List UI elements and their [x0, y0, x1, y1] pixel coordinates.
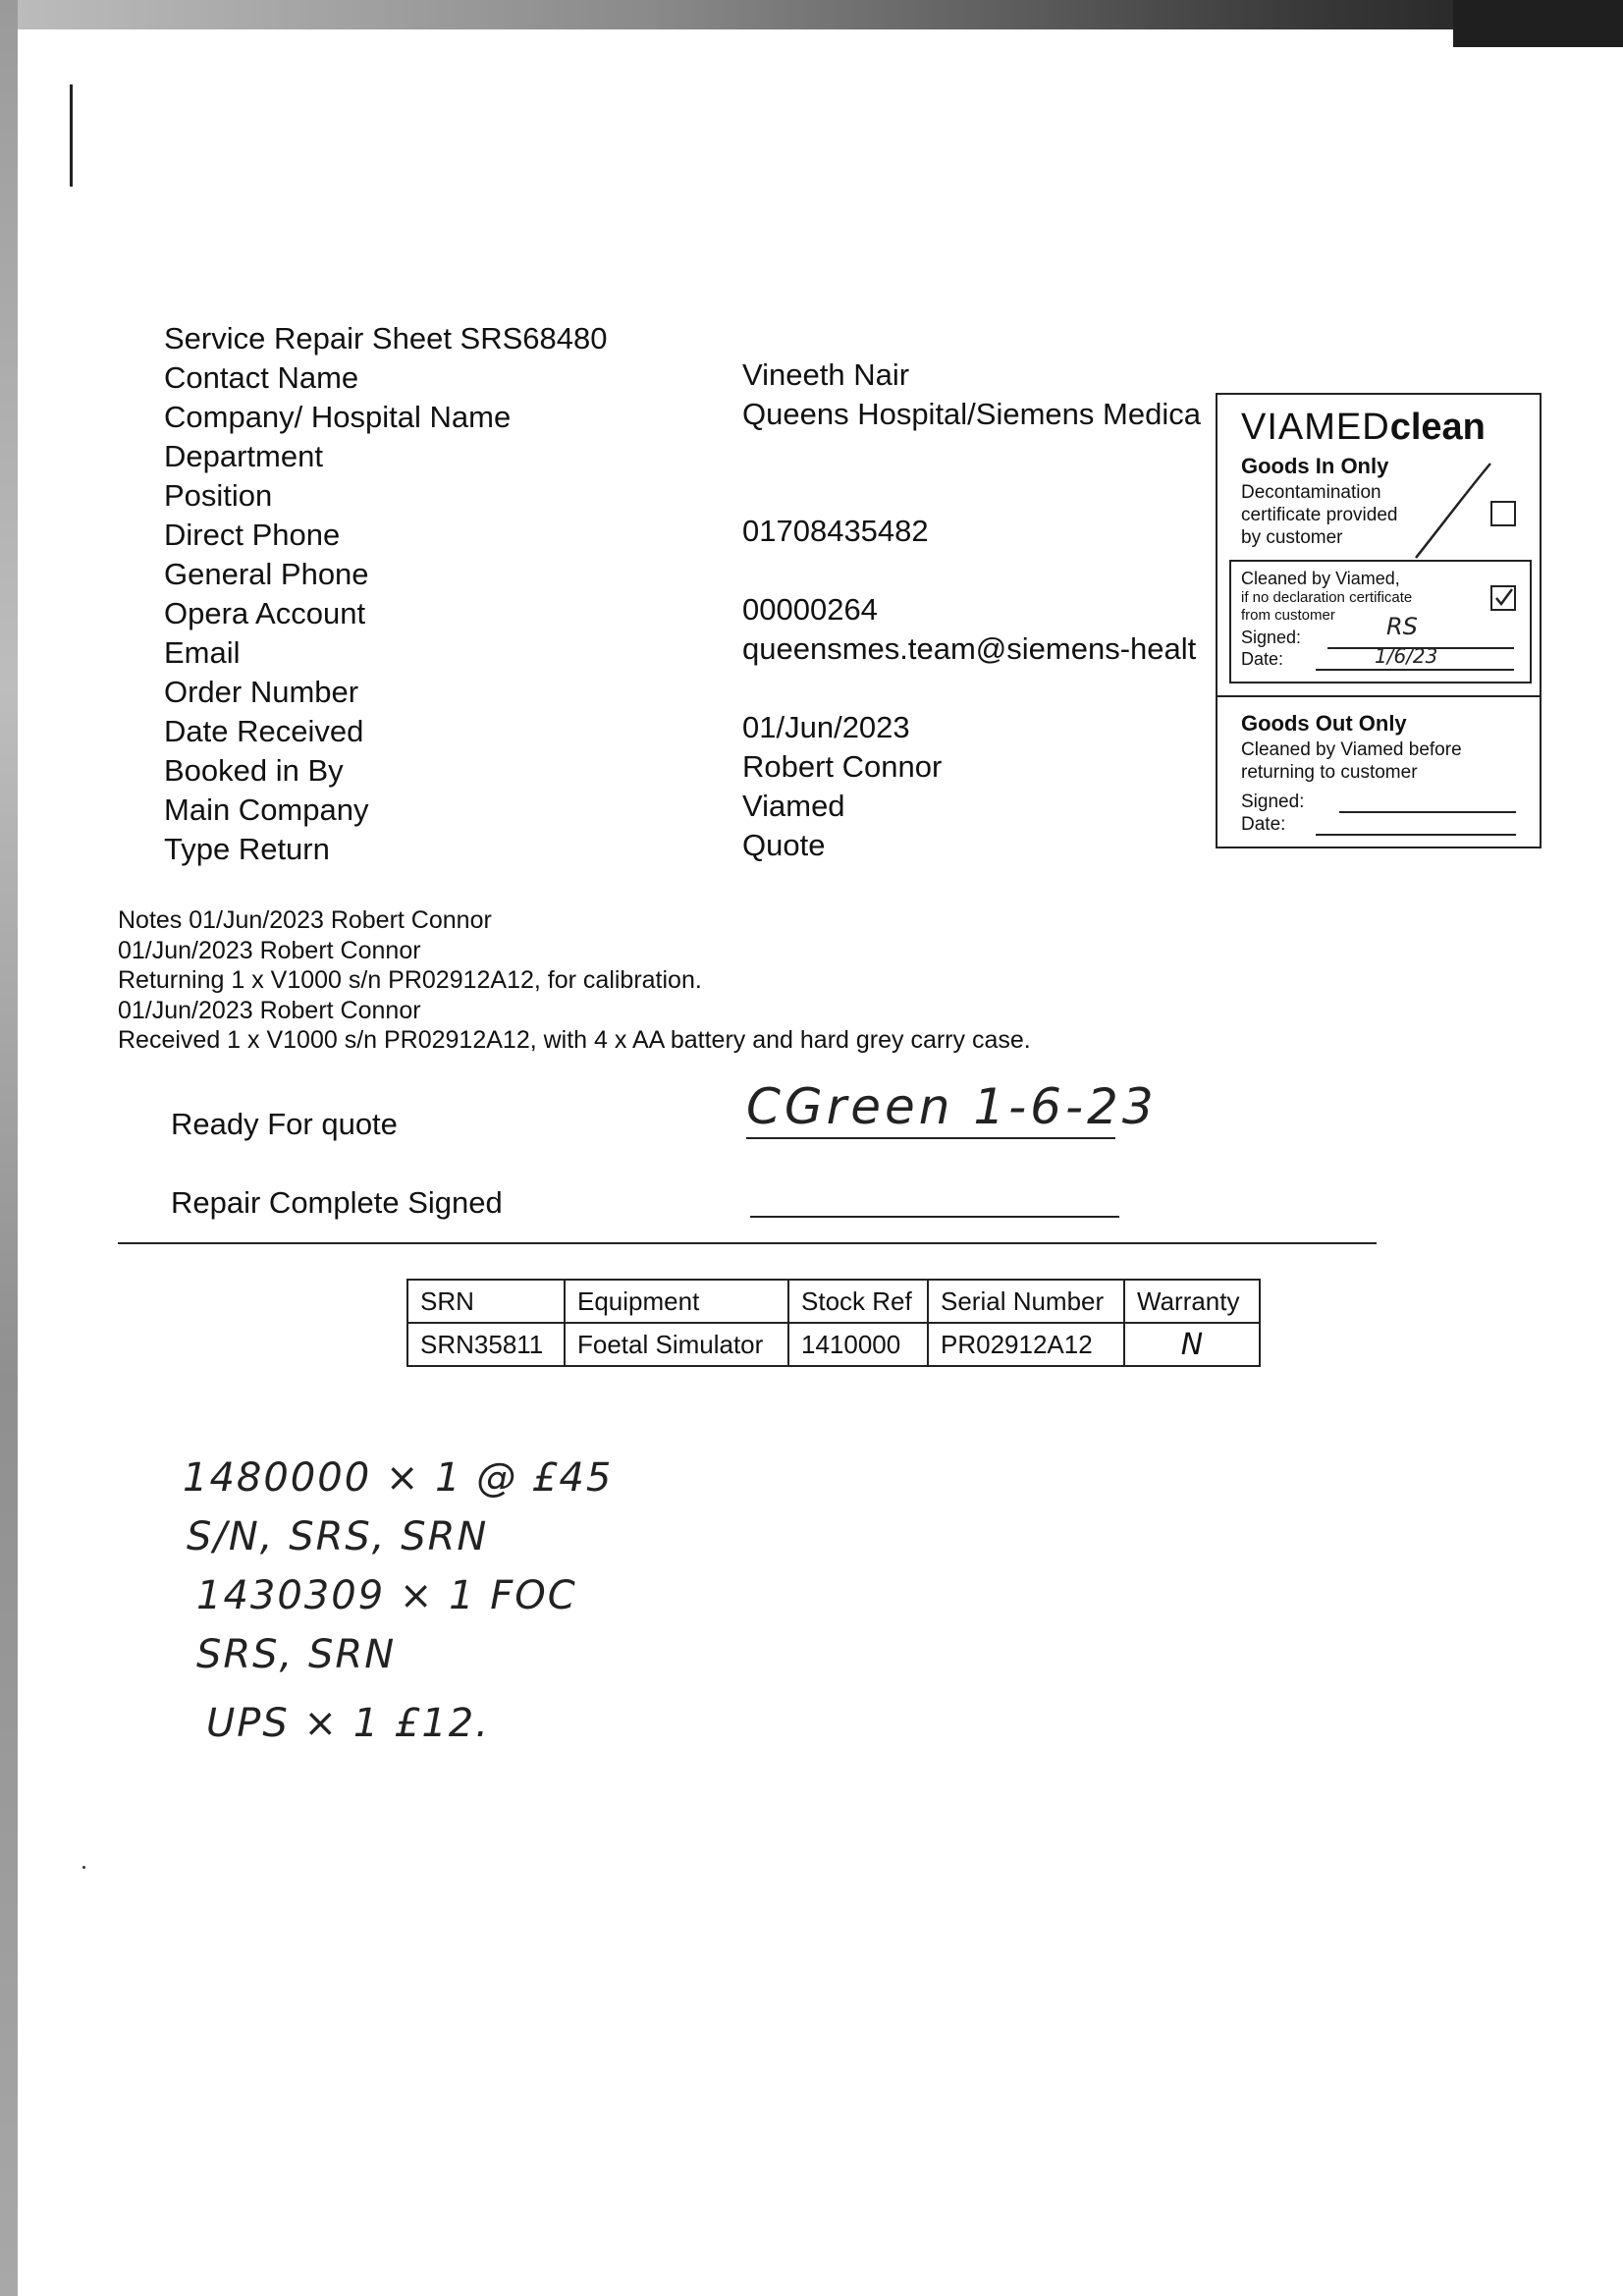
cleaned-date-line — [1316, 669, 1514, 671]
field-label-email: Email — [164, 635, 241, 670]
ready-for-quote-signature: CGreen 1-6-23 — [746, 1078, 1158, 1135]
field-label-general-phone: General Phone — [164, 557, 369, 591]
handwritten-line-1: 1480000 × 1 @ £45 — [183, 1455, 614, 1501]
cleaned-checkbox — [1490, 585, 1516, 611]
table-cell-equipment: Foetal Simulator — [565, 1323, 788, 1366]
viamed-clean-stamp — [1216, 393, 1542, 848]
goods-in-line-1: Decontamination — [1241, 482, 1381, 503]
cleaned-small-line-2: from customer — [1241, 607, 1335, 624]
scan-mark — [70, 84, 73, 187]
note-line-3: Returning 1 x V1000 s/n PR02912A12, for calibration. — [118, 966, 702, 994]
table-header-stock-ref: Stock Ref — [788, 1280, 928, 1323]
stamp-brand — [1241, 405, 1486, 450]
goods-out-signed-label: Signed: — [1241, 792, 1305, 812]
goods-out-line-1: Cleaned by Viamed before — [1241, 739, 1462, 760]
handwritten-line-3: 1430309 × 1 FOC — [196, 1573, 577, 1618]
field-label-opera-account: Opera Account — [164, 596, 366, 630]
goods-out-signed-line — [1339, 811, 1516, 813]
handwritten-notes — [183, 1449, 613, 1753]
cleaned-date-label: Date: — [1241, 649, 1284, 669]
field-value-direct-phone: 01708435482 — [742, 514, 929, 548]
handwritten-line-2: S/N, SRS, SRN — [187, 1514, 489, 1559]
stamp-divider — [1217, 695, 1542, 697]
cleaned-title: Cleaned by Viamed, — [1241, 569, 1400, 588]
field-value-company: Queens Hospital/Siemens Medica — [742, 397, 1201, 431]
table-cell-warranty: N — [1124, 1323, 1260, 1366]
note-line-4: 01/Jun/2023 Robert Connor — [118, 997, 421, 1024]
field-value-type-return: Quote — [742, 828, 826, 862]
field-label-booked-in-by: Booked in By — [164, 753, 344, 788]
note-line-1: Notes 01/Jun/2023 Robert Connor — [118, 906, 492, 934]
field-label-date-received: Date Received — [164, 714, 364, 748]
handwritten-line-5: UPS × 1 £12. — [206, 1701, 490, 1746]
repair-complete-label: Repair Complete Signed — [171, 1185, 503, 1220]
repair-complete-signature-line — [750, 1216, 1119, 1218]
field-value-main-company: Viamed — [742, 789, 845, 823]
goods-out-date-line — [1316, 834, 1516, 836]
field-label-type-return: Type Return — [164, 832, 330, 866]
table-header-srn: SRN — [407, 1280, 565, 1323]
cleaned-small-line-1: if no declaration certificate — [1241, 589, 1413, 606]
field-label-order-number: Order Number — [164, 675, 359, 709]
field-value-email: queensmes.team@siemens-healt — [742, 631, 1197, 666]
field-label-company: Company/ Hospital Name — [164, 400, 512, 434]
table-cell-stock-ref: 1410000 — [788, 1323, 928, 1366]
goods-in-title: Goods In Only — [1241, 454, 1389, 478]
goods-in-pen-stroke — [1410, 460, 1494, 562]
field-value-opera-account: 00000264 — [742, 592, 878, 627]
note-line-2: 01/Jun/2023 Robert Connor — [118, 937, 421, 964]
check-mark-icon — [1492, 587, 1514, 609]
field-label-main-company: Main Company — [164, 793, 369, 827]
table-header-equipment: Equipment — [565, 1280, 788, 1323]
field-value-date-received: 01/Jun/2023 — [742, 710, 910, 744]
cleaned-signed-label: Signed: — [1241, 628, 1302, 647]
ready-for-quote-label: Ready For quote — [171, 1107, 398, 1141]
stamp-brand-suffix: clean — [1389, 407, 1486, 448]
goods-out-line-2: returning to customer — [1241, 762, 1418, 783]
goods-out-title: Goods Out Only — [1241, 711, 1407, 736]
cleaned-date-value: 1/6/23 — [1375, 644, 1438, 668]
equipment-table — [406, 1279, 1261, 1367]
field-label-position: Position — [164, 478, 273, 513]
note-line-5: Received 1 x V1000 s/n PR02912A12, with 4 x AA battery and hard grey carry case. — [118, 1026, 1031, 1054]
section-divider — [118, 1242, 1377, 1244]
goods-in-line-3: by customer — [1241, 527, 1343, 548]
field-label-contact-name: Contact Name — [164, 360, 359, 395]
table-header-serial-number: Serial Number — [928, 1280, 1124, 1323]
scan-speck — [82, 1866, 85, 1869]
sheet-title: Service Repair Sheet SRS68480 — [164, 321, 608, 355]
goods-in-line-2: certificate provided — [1241, 505, 1398, 525]
scan-edge-left — [0, 0, 18, 2296]
scan-edge-top — [0, 0, 1623, 29]
field-label-department: Department — [164, 439, 323, 473]
scan-edge-corner — [1453, 0, 1623, 47]
field-label-direct-phone: Direct Phone — [164, 518, 341, 552]
goods-out-date-label: Date: — [1241, 814, 1286, 835]
handwritten-line-4: SRS, SRN — [196, 1632, 397, 1677]
table-header-warranty: Warranty — [1124, 1280, 1260, 1323]
ready-signature-line — [746, 1137, 1115, 1139]
table-row — [407, 1323, 1260, 1366]
field-value-contact-name: Vineeth Nair — [742, 357, 910, 392]
stamp-brand-prefix: VIAMED — [1241, 407, 1390, 448]
table-cell-serial-number: PR02912A12 — [928, 1323, 1124, 1366]
table-header-row — [407, 1280, 1260, 1323]
cleaned-signed-value: RS — [1386, 613, 1418, 640]
table-cell-srn: SRN35811 — [407, 1323, 565, 1366]
field-value-booked-in-by: Robert Connor — [742, 749, 943, 784]
